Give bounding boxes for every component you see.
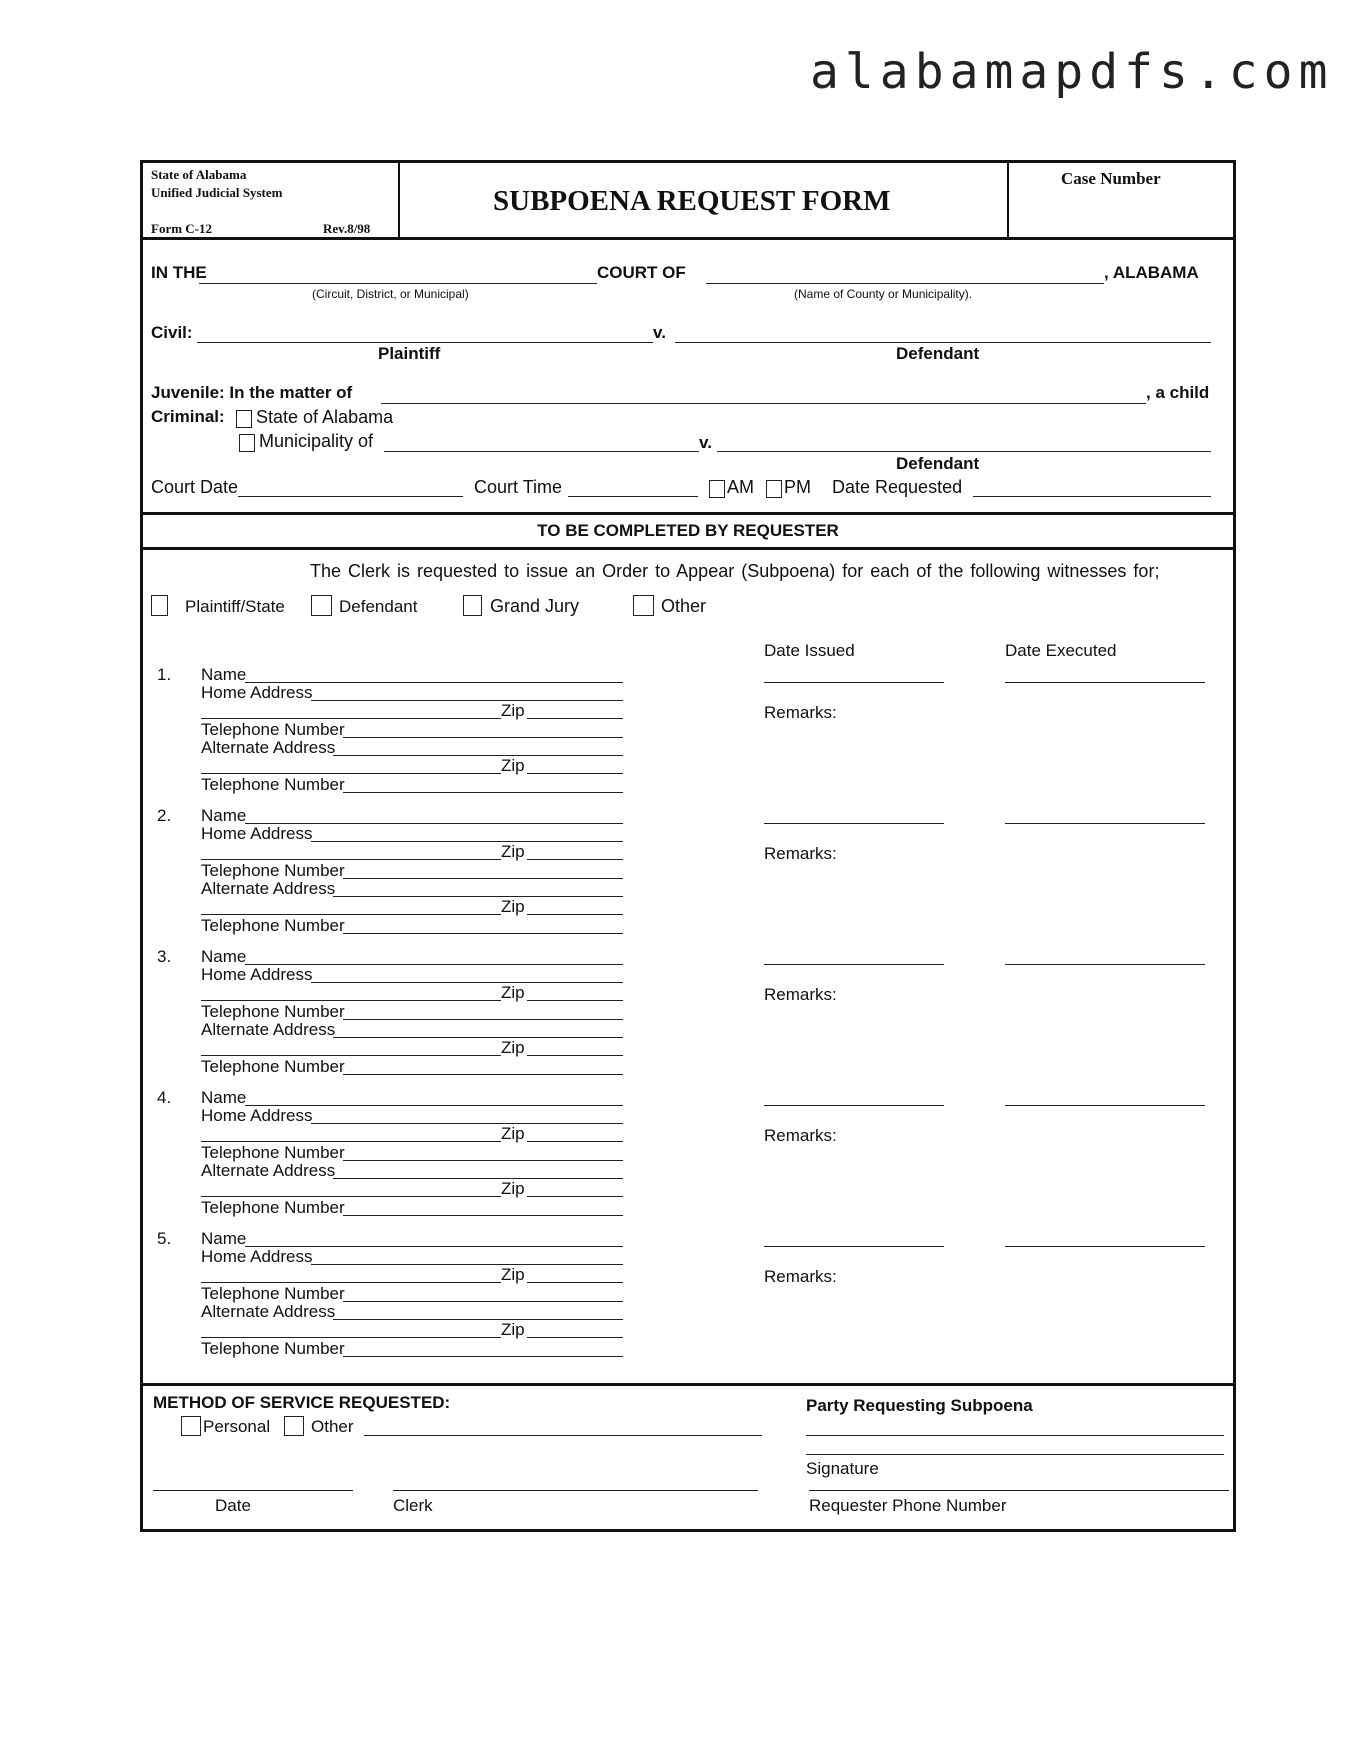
remarks-label: Remarks: [764, 703, 837, 722]
defendant-label: Defendant [339, 597, 418, 616]
clerk-field[interactable] [393, 1490, 758, 1491]
plaintiff-caption: Plaintiff [378, 344, 441, 363]
witness-2-home-address-line2[interactable] [201, 859, 501, 860]
witness-1-telephone-field[interactable] [343, 737, 623, 738]
home-address-label: Home Address [201, 824, 313, 843]
witness-4-date-executed-field[interactable] [1005, 1105, 1205, 1106]
telephone-label: Telephone Number [201, 1339, 345, 1358]
court-time-label: Court Time [474, 477, 563, 497]
zip-label: Zip [501, 1124, 525, 1143]
plaintiff-state-checkbox[interactable] [151, 595, 168, 616]
state-of-alabama-checkbox[interactable] [236, 410, 252, 428]
witness-5-home-address-field[interactable] [311, 1264, 623, 1265]
zip-label: Zip [501, 897, 525, 916]
witness-4-alternate-zip-field[interactable] [527, 1196, 623, 1197]
witness-number: 5. [157, 1229, 172, 1248]
remarks-label: Remarks: [764, 1126, 837, 1145]
name-label: Name [201, 665, 247, 684]
name-label: Name [201, 947, 247, 966]
civil-defendant-caption: Defendant [896, 344, 980, 363]
municipality-label: Municipality of [259, 431, 374, 451]
telephone-label: Telephone Number [201, 1198, 345, 1217]
other-service-label: Other [311, 1417, 354, 1436]
witness-3-alternate-address-field[interactable] [333, 1037, 623, 1038]
witness-1-date-issued-field[interactable] [764, 682, 944, 683]
pm-checkbox[interactable] [766, 480, 782, 498]
juvenile-name-field[interactable] [381, 403, 1146, 404]
zip-label: Zip [501, 842, 525, 861]
witness-3-telephone-field[interactable] [343, 1019, 623, 1020]
witness-3-date-issued-field[interactable] [764, 964, 944, 965]
name-label: Name [201, 1088, 247, 1107]
header-bottom-rule [143, 237, 1233, 240]
remarks-label: Remarks: [764, 844, 837, 863]
witness-number: 3. [157, 947, 172, 966]
witness-2-date-executed-field[interactable] [1005, 823, 1205, 824]
witness-5-date-issued-field[interactable] [764, 1246, 944, 1247]
witness-1-home-zip-field[interactable] [527, 718, 623, 719]
witness-1-alternate-address-line2[interactable] [201, 773, 501, 774]
witness-4-telephone-field[interactable] [343, 1160, 623, 1161]
county-hint: (Name of County or Municipality). [794, 287, 973, 301]
home-address-label: Home Address [201, 965, 313, 984]
form-number: Form C-12 [151, 221, 213, 236]
name-label: Name [201, 1229, 247, 1248]
revision: Rev.8/98 [323, 221, 371, 236]
witness-5-home-address-line2[interactable] [201, 1282, 501, 1283]
civil-versus: v. [653, 323, 666, 342]
subpoena-request-form [140, 160, 1236, 1532]
date-requested-label: Date Requested [832, 477, 963, 497]
telephone-label: Telephone Number [201, 861, 345, 880]
witness-4-date-issued-field[interactable] [764, 1105, 944, 1106]
witness-1-alternate-address-field[interactable] [333, 755, 623, 756]
signature-caption: Signature [806, 1459, 879, 1478]
alternate-address-label: Alternate Address [201, 1020, 336, 1039]
civil-defendant-field[interactable] [675, 342, 1211, 343]
home-address-label: Home Address [201, 1106, 313, 1125]
date-executed-header: Date Executed [1005, 641, 1117, 660]
zip-label: Zip [501, 1179, 525, 1198]
case-number-label: Case Number [1061, 169, 1161, 188]
clerk-caption: Clerk [393, 1496, 433, 1515]
witness-1-date-executed-field[interactable] [1005, 682, 1205, 683]
alabama-label: , ALABAMA [1104, 263, 1199, 282]
date-issued-header: Date Issued [764, 641, 855, 660]
witness-1-alternate-zip-field[interactable] [527, 773, 623, 774]
remarks-label: Remarks: [764, 985, 837, 1004]
other-party-checkbox[interactable] [633, 595, 654, 616]
alternate-address-label: Alternate Address [201, 738, 336, 757]
witness-number: 1. [157, 665, 172, 684]
other-service-field[interactable] [364, 1435, 762, 1436]
witness-2-alternate-zip-field[interactable] [527, 914, 623, 915]
child-label: , a child [1146, 383, 1210, 402]
alternate-address-label: Alternate Address [201, 1161, 336, 1180]
telephone-label: Telephone Number [201, 916, 345, 935]
criminal-label: Criminal: [151, 407, 225, 426]
telephone-label: Telephone Number [201, 775, 345, 794]
witness-4-home-zip-field[interactable] [527, 1141, 623, 1142]
court-of-label: COURT OF [597, 263, 686, 282]
grand-jury-label: Grand Jury [490, 596, 580, 616]
witness-2-alternate-address-field[interactable] [333, 896, 623, 897]
remarks-label: Remarks: [764, 1267, 837, 1286]
court-time-field[interactable] [568, 496, 698, 497]
service-date-caption: Date [215, 1496, 251, 1515]
zip-label: Zip [501, 1320, 525, 1339]
home-address-label: Home Address [201, 683, 313, 702]
witness-3-date-executed-field[interactable] [1005, 964, 1205, 965]
municipality-checkbox[interactable] [239, 434, 255, 452]
date-requested-field[interactable] [973, 496, 1211, 497]
party-requesting-label: Party Requesting Subpoena [806, 1396, 1033, 1415]
service-date-field[interactable] [153, 1490, 353, 1491]
telephone-label: Telephone Number [201, 1002, 345, 1021]
personal-service-label: Personal [203, 1417, 271, 1436]
municipality-field[interactable] [384, 451, 699, 452]
witness-2-date-issued-field[interactable] [764, 823, 944, 824]
witness-1-alternate-telephone-field[interactable] [343, 792, 623, 793]
witness-3-home-address-line2[interactable] [201, 1000, 501, 1001]
zip-label: Zip [501, 1038, 525, 1057]
header-divider-left [398, 163, 400, 239]
zip-label: Zip [501, 701, 525, 720]
party-requesting-field[interactable] [806, 1435, 1224, 1436]
witness-3-home-zip-field[interactable] [527, 1000, 623, 1001]
header-divider-right [1007, 163, 1009, 239]
zip-label: Zip [501, 1265, 525, 1284]
witness-2-alternate-address-line2[interactable] [201, 914, 501, 915]
am-label: AM [727, 477, 754, 497]
grand-jury-checkbox[interactable] [463, 595, 482, 616]
witness-2-alternate-telephone-field[interactable] [343, 933, 623, 934]
witness-5-home-zip-field[interactable] [527, 1282, 623, 1283]
juvenile-label: Juvenile: In the matter of [151, 383, 353, 402]
witness-3-home-address-field[interactable] [311, 982, 623, 983]
witness-3-alternate-address-line2[interactable] [201, 1055, 501, 1056]
telephone-label: Telephone Number [201, 1284, 345, 1303]
form-title: SUBPOENA REQUEST FORM [493, 185, 891, 217]
witness-5-telephone-field[interactable] [343, 1301, 623, 1302]
criminal-versus: v. [699, 433, 712, 452]
other-service-checkbox[interactable] [284, 1416, 304, 1436]
witness-4-alternate-address-field[interactable] [333, 1178, 623, 1179]
banner-top-rule [143, 512, 1233, 515]
telephone-label: Telephone Number [201, 720, 345, 739]
witness-4-alternate-telephone-field[interactable] [343, 1215, 623, 1216]
witness-5-alternate-zip-field[interactable] [527, 1337, 623, 1338]
witness-5-alternate-address-line2[interactable] [201, 1337, 501, 1338]
personal-service-checkbox[interactable] [181, 1416, 201, 1436]
witness-number: 4. [157, 1088, 172, 1107]
case-number-field[interactable] [1011, 193, 1231, 233]
requester-banner: TO BE COMPLETED BY REQUESTER [537, 521, 839, 540]
service-top-rule [143, 1383, 1233, 1386]
pm-label: PM [784, 477, 811, 497]
criminal-defendant-field[interactable] [717, 451, 1211, 452]
home-address-label: Home Address [201, 1247, 313, 1266]
witness-3-alternate-zip-field[interactable] [527, 1055, 623, 1056]
telephone-label: Telephone Number [201, 1057, 345, 1076]
requester-phone-caption: Requester Phone Number [809, 1496, 1007, 1515]
witness-1-home-address-line2[interactable] [201, 718, 501, 719]
other-party-label: Other [661, 596, 707, 616]
signature-field[interactable] [806, 1454, 1224, 1455]
witness-3-alternate-telephone-field[interactable] [343, 1074, 623, 1075]
witness-5-alternate-address-field[interactable] [333, 1319, 623, 1320]
witness-2-home-address-field[interactable] [311, 841, 623, 842]
witness-4-home-address-line2[interactable] [201, 1141, 501, 1142]
witness-5-date-executed-field[interactable] [1005, 1246, 1205, 1247]
defendant-checkbox[interactable] [311, 595, 332, 616]
banner-bottom-rule [143, 547, 1233, 550]
witness-number: 2. [157, 806, 172, 825]
civil-label: Civil: [151, 323, 193, 342]
plaintiff-state-label: Plaintiff/State [185, 597, 285, 616]
witness-5-alternate-telephone-field[interactable] [343, 1356, 623, 1357]
watermark: alabamapdfs.com [810, 44, 1334, 100]
method-of-service-label: METHOD OF SERVICE REQUESTED: [153, 1393, 451, 1412]
witness-2-telephone-field[interactable] [343, 878, 623, 879]
alternate-address-label: Alternate Address [201, 879, 336, 898]
alternate-address-label: Alternate Address [201, 1302, 336, 1321]
civil-plaintiff-field[interactable] [197, 342, 653, 343]
witness-4-home-address-field[interactable] [311, 1123, 623, 1124]
zip-label: Zip [501, 756, 525, 775]
state-of-alabama-label: State of Alabama [256, 407, 394, 427]
request-text: The Clerk is requested to issue an Order to Appear (Subpoena) for each of the following witnesses for; [310, 561, 1160, 581]
county-field[interactable] [706, 283, 1104, 284]
court-type-hint: (Circuit, District, or Municipal) [312, 287, 469, 301]
am-checkbox[interactable] [709, 480, 725, 498]
telephone-label: Telephone Number [201, 1143, 345, 1162]
state-label: State of Alabama [151, 167, 247, 182]
requester-phone-field[interactable] [809, 1490, 1229, 1491]
criminal-defendant-caption: Defendant [896, 454, 980, 473]
court-date-label: Court Date [151, 477, 239, 497]
witness-2-home-zip-field[interactable] [527, 859, 623, 860]
witness-4-alternate-address-line2[interactable] [201, 1196, 501, 1197]
in-the-label: IN THE [151, 263, 207, 282]
court-date-field[interactable] [238, 496, 463, 497]
zip-label: Zip [501, 983, 525, 1002]
court-type-field[interactable] [199, 283, 597, 284]
witness-1-home-address-field[interactable] [311, 700, 623, 701]
system-label: Unified Judicial System [151, 185, 283, 200]
name-label: Name [201, 806, 247, 825]
